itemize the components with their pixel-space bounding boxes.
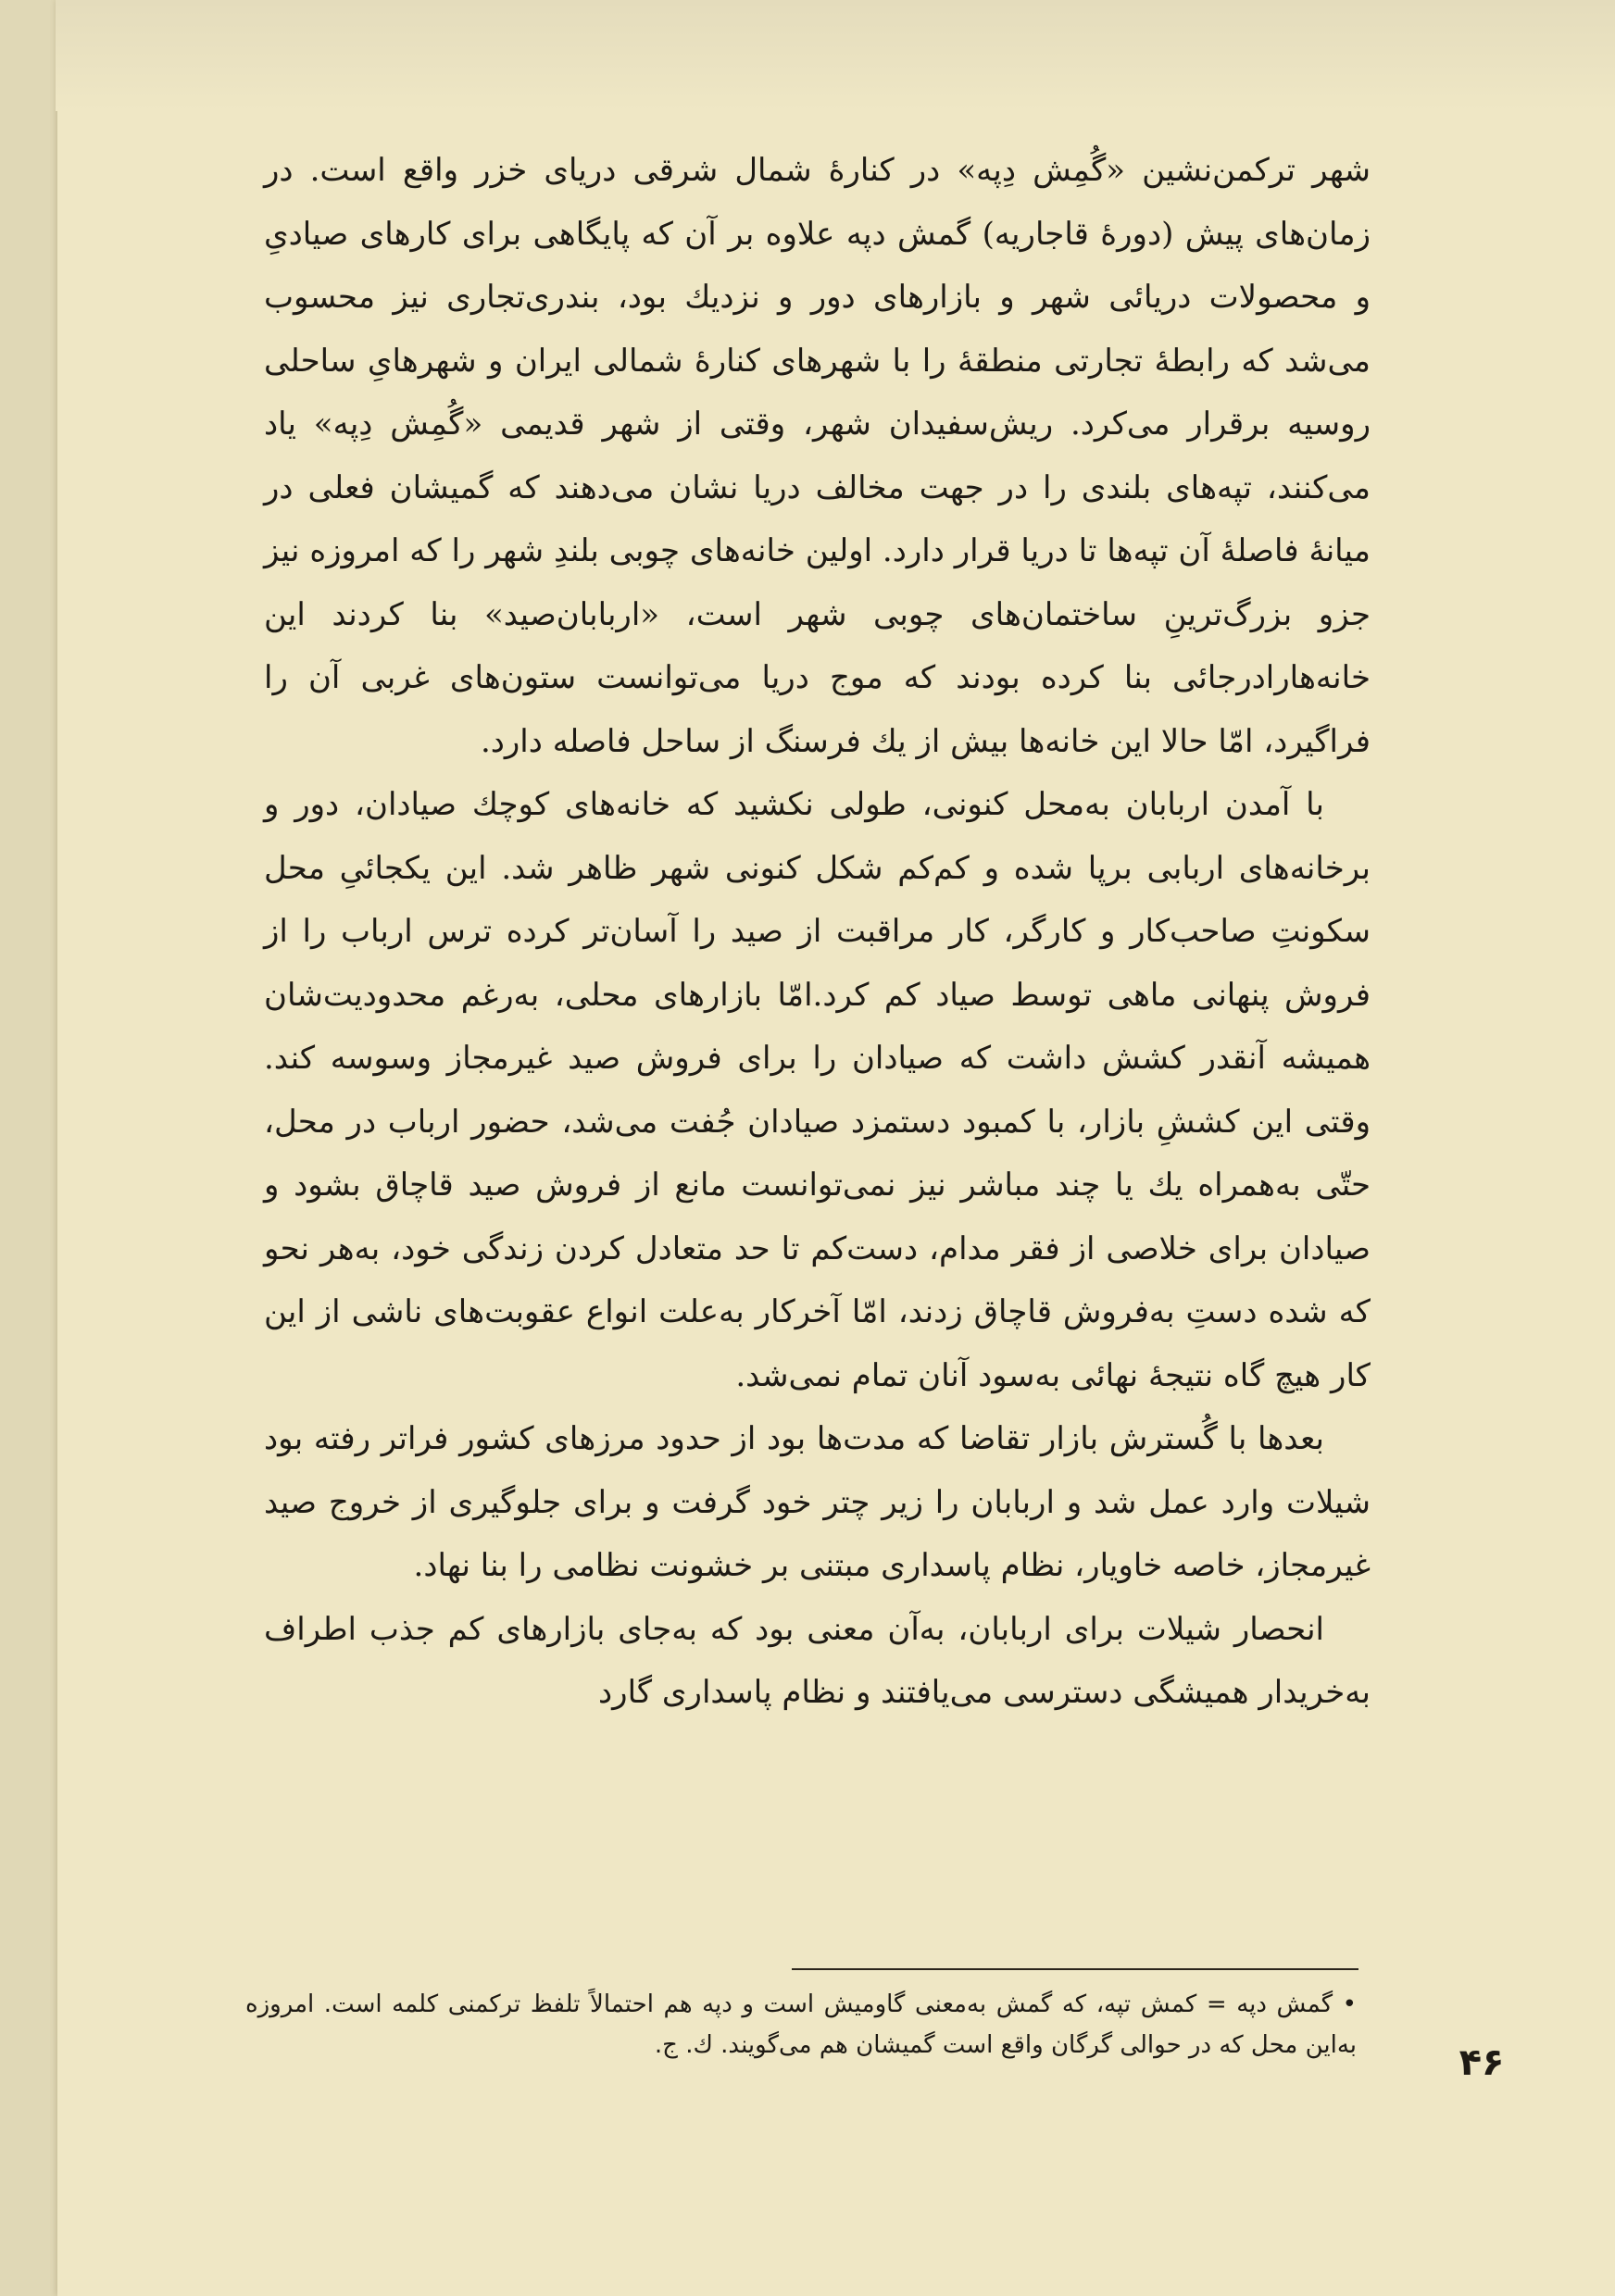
paragraph: بعدها با گُسترش بازار تقاضا که مدت‌ها بود از حدود مرزهای کشور فراتر رفته بود شیلات وارد عمل شد و اربابان را زیر چتر خود گرفت و برای جلوگیری از خروج صید غیرمجاز، خاصه خاویار، نظام پاسداری مبتنی بر خشونت نظامی را بنا نهاد. <box>264 1420 1371 1584</box>
body-text <box>264 139 1371 1725</box>
footnote-divider <box>792 1968 1358 1970</box>
paragraph: انحصار شیلات برای اربابان، به‌آن معنی بود که به‌جای بازارهای کم جذب اطراف به‌خریدار همیشگی دسترسی می‌یافتند و نظام پاسداری گارد <box>264 1610 1371 1711</box>
page-top-edge <box>56 0 1615 111</box>
page-number: ۴۶ <box>1459 2041 1505 2084</box>
footnote: • گمش دپه = کمش تپه، که گمش به‌معنی گاومیش است و دپه هم احتمالاً تلفظ ترکمنی کلمه است. امروزه به‌این محل که در حوالی گرگان واقع است گمیشان هم می‌گویند. ك. ج. <box>245 1990 1357 2059</box>
paragraph: شهر ترکمن‌نشین «گُمِش دِپه» در کنارهٔ شمال شرقی دریای خزر واقع است. در زمان‌های پیش (دورهٔ قاجاریه) گمش دپه علاوه بر آن که پایگاهی برای کارهای صیادیِ و محصولات دریائی شهر و بازارهای دور و نزدیك بود، بندری‌تجاری نیز محسوب می‌شد که رابطهٔ تجارتی منطقهٔ را با شهرهای کنارهٔ شمالی ایران و شهرهایِ ساحلی روسیه برقرار می‌کرد. ریش‌سفیدان شهر، وقتی از شهر قدیمی «گُمِش دِپه» یاد می‌کنند، تپه‌های بلندی را در جهت مخالف دریا نشان می‌دهند که گمیشان فعلی در میانهٔ فاصلهٔ آن تپه‌ها تا دریا قرار دارد. اولین خانه‌های چوبی بلندِ شهر را که امروزه نیز جزو بزرگ‌ترینِ ساختمان‌های چوبی شهر است، «اربابان‌صید» بنا کردند این خانه‌هارادرجائی بنا کرده بودند که موج دریا می‌توانست ستون‌های غربی آن را فراگیرد، امّا حالا این خانه‌ها بیش از یك فرسنگ از ساحل فاصله دارد. <box>264 152 1371 760</box>
paragraph: با آمدن اربابان به‌محل کنونی، طولی نکشید که خانه‌های کوچك صیادان، دور و برخانه‌های اربابی برپا شده و کم‌کم شکل کنونی شهر ظاهر شد. این یکجائیِ محل سکونتِ صاحب‌کار و کارگر، کار مراقبت از صید را آسان‌تر کرده ترس ارباب را از فروش پنهانی ماهی توسط صیاد کم کرد.امّا بازارهای محلی، به‌رغم محدودیت‌شان همیشه آنقدر کشش داشت که صیادان را برای فروش صید غیرمجاز وسوسه کند. وقتی این کششِ بازار، با کمبود دستمزد صیادان جُفت می‌شد، حضور ارباب در محل، حتّی به‌همراه یك یا چند مباشر نیز نمی‌توانست مانع از فروش صید قاچاق بشود و صیادان برای خلاصی از فقر مدام، دست‌کم تا حد متعادل کردن زندگی خود، به‌هر نحو که شده دستِ به‌فروش قاچاق زدند، امّا آخرکار به‌علت انواع عقوبت‌های ناشی از این کار هیچ گاه نتیجهٔ نهائی به‌سود آنان تمام نمی‌شد. <box>264 786 1371 1394</box>
